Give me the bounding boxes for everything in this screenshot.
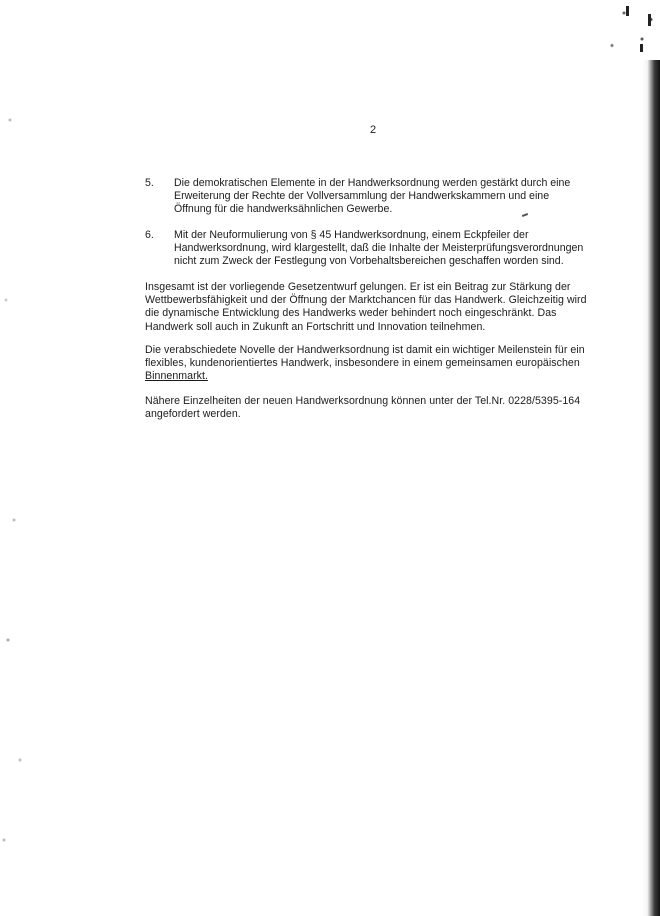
text-line: Die demokratischen Elemente in der Handwerksordnung werden gestärkt durch eine [174, 177, 571, 189]
text-line: Die verabschiedete Novelle der Handwerksordnung ist damit ein wichtiger Meilenstein für ein [145, 344, 585, 356]
text-line: Insgesamt ist der vorliegende Gesetzentwurf gelungen. Er ist ein Beitrag zur Stärkung der [145, 281, 571, 293]
scan-edge-shadow [642, 60, 660, 916]
text-line: flexibles, kundenorientiertes Handwerk, insbesondere in einem gemeinsamen europäischen [145, 357, 580, 370]
item-number: 6. [145, 229, 154, 241]
text-line: Nähere Einzelheiten der neuen Handwerksordnung können unter der Tel.Nr. 0228/5395-164 [145, 395, 581, 407]
item-text [174, 177, 604, 217]
paragraph-milestone [145, 344, 605, 384]
text-line: die dynamische Entwicklung des Handwerks weder behindert noch eingeschränkt. Das [145, 307, 557, 320]
paragraph-contact [145, 395, 605, 421]
item-number: 5. [145, 177, 154, 189]
scan-corner-artifact [600, 0, 660, 65]
scan-speckles [0, 0, 40, 916]
text-line: Öffnung für die handwerksähnlichen Gewerbe. [174, 203, 393, 216]
text-line: Mit der Neuformulierung von § 45 Handwerksordnung, einem Eckpfeiler der [174, 229, 529, 241]
item-text [174, 229, 604, 269]
paragraph-summary [145, 281, 605, 334]
text-line-underlined: Binnenmarkt. [145, 370, 209, 383]
text-line: Handwerk soll auch in Zukunft an Fortschritt und Innovation teilnehmen. [145, 320, 486, 333]
text-line: Wettbewerbsfähigkeit und der Öffnung der Marktchancen für das Handwerk. Gleichzeitig wird [145, 294, 587, 307]
text-line: Handwerksordnung, wird klargestellt, daß die Inhalte der Meisterprüfungsverordnungen [174, 242, 584, 255]
text-line: nicht zum Zweck der Festlegung von Vorbehaltsbereichen geschaffen worden sind. [174, 255, 564, 268]
page-number: 2 [369, 124, 377, 136]
text-line: Erweiterung der Rechte der Vollversammlung der Handwerkskammern und eine [174, 190, 550, 203]
text-line: angefordert werden. [145, 408, 241, 421]
